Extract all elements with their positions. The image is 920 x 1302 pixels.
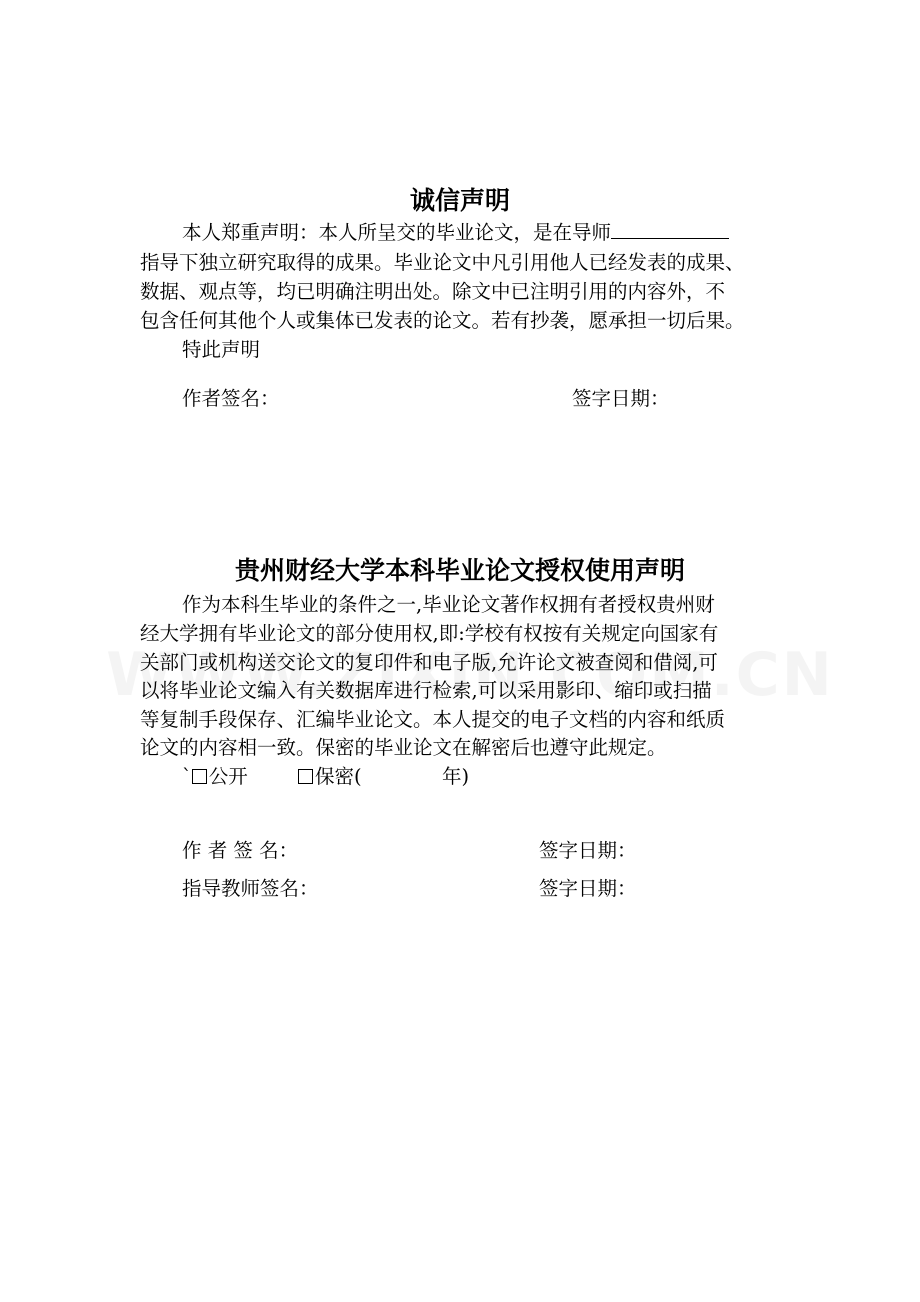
confidential-label: 保密( xyxy=(315,765,362,788)
authorization-line-4: 以将毕业论文编入有关数据库进行检索,可以采用影印、缩印或扫描 xyxy=(140,679,712,702)
disclosure-options xyxy=(182,762,248,792)
honesty-paragraph-line-4: 包含任何其他个人或集体已发表的论文。若有抄袭，愿承担一切后果。 xyxy=(140,309,745,332)
authorization-line-2: 经大学拥有毕业论文的部分使用权,即:学校有权按有关规定向国家有 xyxy=(140,622,719,645)
honesty-author-sign-label: 作者签名： xyxy=(182,387,280,410)
authorization-line-5: 等复制手段保存、汇编毕业论文。本人提交的电子文档的内容和纸质 xyxy=(140,708,726,731)
auth-author-date-label: 签字日期： xyxy=(539,839,637,862)
auth-author-sign-label: 作 者 签 名： xyxy=(182,839,299,862)
authorization-line-3: 关部门或机构送交论文的复印件和电子版,允许论文被查阅和借阅,可 xyxy=(140,651,718,674)
confidential-checkbox[interactable] xyxy=(298,769,313,784)
authorization-line-6: 论文的内容相一致。保密的毕业论文在解密后也遵守此规定。 xyxy=(140,736,667,759)
honesty-title: 诚信声明 xyxy=(409,186,510,215)
public-label: 公开 xyxy=(208,765,248,788)
honesty-statement: 特此声明 xyxy=(182,338,261,361)
honesty-paragraph-line-2: 指导下独立研究取得的成果。毕业论文中凡引用他人已经发表的成果、 xyxy=(140,251,745,274)
honesty-paragraph-line-1 xyxy=(182,218,729,248)
public-checkbox[interactable] xyxy=(192,769,207,784)
authorization-line-1: 作为本科生毕业的条件之一,毕业论文著作权拥有者授权贵州财 xyxy=(182,593,715,616)
honesty-paragraph-line-3: 数据、观点等，均已明确注明出处。除文中已注明引用的内容外，不 xyxy=(140,280,726,303)
honesty-line-1-text: 本人郑重声明：本人所呈交的毕业论文，是在导师 xyxy=(182,221,612,244)
honesty-sign-date-label: 签字日期： xyxy=(572,387,670,410)
confidential-option xyxy=(298,762,362,792)
confidential-year-label: 年) xyxy=(442,765,470,788)
advisor-sign-label: 指导教师签名： xyxy=(182,877,319,900)
authorization-title: 贵州财经大学本科毕业论文授权使用声明 xyxy=(234,556,685,585)
options-prefix: ` xyxy=(182,765,192,788)
advisor-date-label: 签字日期： xyxy=(539,877,637,900)
advisor-name-blank[interactable] xyxy=(611,218,729,239)
